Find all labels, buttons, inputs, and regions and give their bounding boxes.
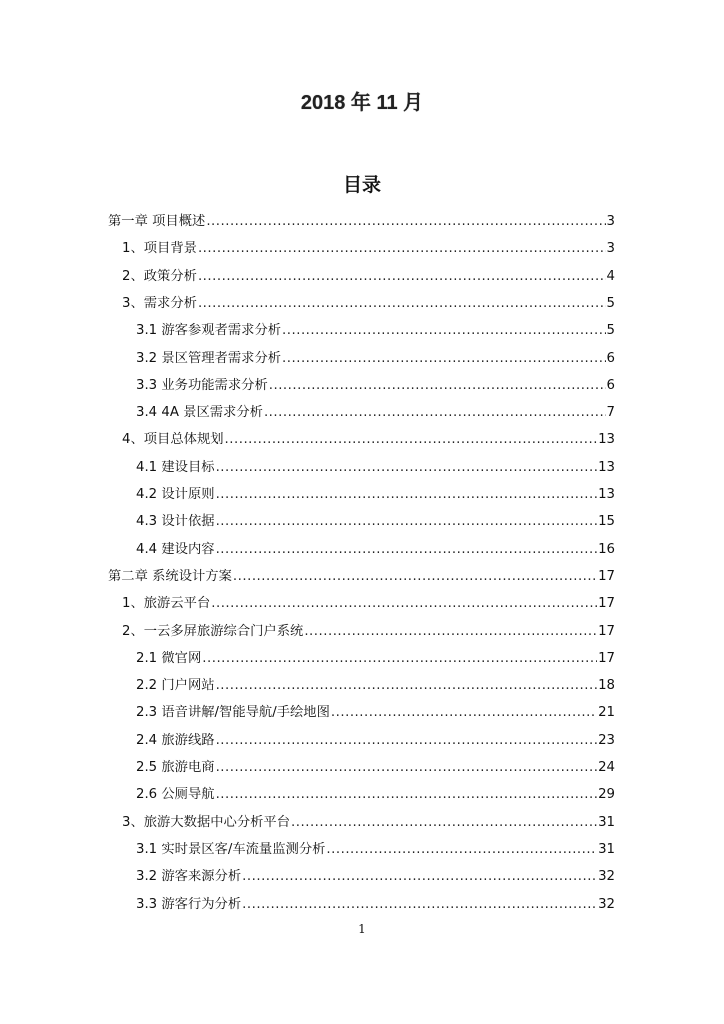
- document-date: 2018 年 11 月: [300, 92, 424, 114]
- toc-entry-page: 3: [606, 214, 615, 229]
- toc-entry-page: 18: [598, 678, 615, 694]
- toc-entry-page: 23: [598, 732, 615, 748]
- toc-entry[interactable]: [122, 618, 615, 645]
- toc-entry[interactable]: [136, 754, 615, 781]
- toc-entry-label: 2、一云多屏旅游综合门户系统: [122, 623, 304, 639]
- toc-entry[interactable]: [122, 235, 615, 262]
- toc-entry[interactable]: [136, 727, 615, 754]
- toc-dot-leader: [264, 399, 606, 426]
- toc-entry-label: 4、项目总体规划: [122, 432, 224, 448]
- toc-dot-leader: [282, 345, 605, 372]
- toc-dot-leader: [216, 672, 598, 699]
- toc-entry-page: 3: [606, 241, 615, 257]
- toc-entry-label: 2、政策分析: [122, 268, 197, 284]
- toc-dot-leader: [216, 536, 598, 563]
- toc-entry-page: 15: [598, 514, 615, 530]
- toc-entry[interactable]: [122, 809, 615, 836]
- toc-dot-leader: [206, 208, 605, 235]
- toc-entry-page: 32: [598, 869, 615, 885]
- toc-entry[interactable]: [136, 836, 615, 863]
- toc-entry-label: 3、旅游大数据中心分析平台: [122, 814, 291, 830]
- toc-entry[interactable]: [122, 426, 615, 453]
- toc-dot-leader: [326, 836, 597, 863]
- toc-entry-page: 17: [598, 596, 615, 612]
- toc-entry-label: 2.2 门户网站: [136, 678, 215, 694]
- toc-entry[interactable]: [136, 781, 615, 808]
- toc-entry-page: 4: [606, 268, 615, 284]
- toc-entry-page: 17: [598, 568, 615, 584]
- toc-dot-leader: [198, 290, 606, 317]
- toc-dot-leader: [304, 618, 597, 645]
- toc-entry[interactable]: [136, 508, 615, 535]
- toc-entry-page: 17: [598, 650, 615, 666]
- toc-entry[interactable]: [136, 672, 615, 699]
- toc-dot-leader: [216, 754, 598, 781]
- toc-dot-leader: [198, 235, 606, 262]
- toc-entry-page: 29: [598, 787, 615, 803]
- toc-dot-leader: [202, 645, 597, 672]
- toc-entry-label: 3、需求分析: [122, 295, 197, 311]
- toc-entry-label: 1、旅游云平台: [122, 596, 211, 612]
- toc-dot-leader: [291, 809, 597, 836]
- toc-dot-leader: [242, 891, 597, 918]
- toc-entry-label: 4.4 建设内容: [136, 541, 215, 557]
- toc-dot-leader: [216, 454, 598, 481]
- toc-entry[interactable]: [136, 645, 615, 672]
- toc-entry-label: 4.1 建设目标: [136, 459, 215, 475]
- toc-entry[interactable]: [136, 891, 615, 918]
- toc-entry[interactable]: [136, 399, 615, 426]
- toc-dot-leader: [216, 508, 598, 535]
- toc-entry-page: 16: [598, 541, 615, 557]
- toc-entry-page: 31: [598, 814, 615, 830]
- toc-entry[interactable]: [136, 699, 615, 726]
- toc-entry-label: 3.1 游客参观者需求分析: [136, 323, 282, 339]
- toc-entry-page: 24: [598, 760, 615, 775]
- toc-entry-page: 13: [598, 459, 615, 475]
- toc-dot-leader: [216, 781, 598, 808]
- toc-dot-leader: [216, 481, 598, 508]
- toc-entry-label: 4.2 设计原则: [136, 487, 215, 502]
- toc-entry-label: 2.4 旅游线路: [136, 732, 215, 748]
- toc-entry-label: 第一章 项目概述: [108, 214, 206, 229]
- toc-title: 目录: [342, 174, 381, 196]
- toc-entry[interactable]: [122, 290, 615, 317]
- toc-entry[interactable]: [136, 481, 615, 508]
- toc-entry-page: 7: [606, 405, 615, 421]
- page-number: 1: [358, 922, 366, 936]
- toc-entry[interactable]: [122, 263, 615, 290]
- toc-entry-page: 17: [598, 623, 615, 639]
- toc-entry-page: 6: [606, 350, 615, 366]
- toc-entry[interactable]: [108, 208, 615, 235]
- toc-dot-leader: [233, 563, 597, 590]
- toc-entry-label: 1、项目背景: [122, 241, 197, 257]
- toc-entry-label: 3.2 景区管理者需求分析: [136, 350, 282, 366]
- toc-dot-leader: [242, 863, 597, 890]
- toc-entry-page: 31: [598, 841, 615, 857]
- toc-entry-page: 13: [598, 487, 615, 502]
- toc-entry-label: 2.6 公厕导航: [136, 787, 215, 803]
- toc-dot-leader: [282, 317, 605, 344]
- toc-dot-leader: [198, 263, 606, 290]
- toc-entry[interactable]: [136, 317, 615, 344]
- toc-entry[interactable]: [136, 345, 615, 372]
- toc-entry[interactable]: [108, 563, 615, 590]
- toc-dot-leader: [331, 699, 597, 726]
- toc-entry[interactable]: [136, 536, 615, 563]
- toc-dot-leader: [225, 426, 598, 453]
- toc-entry[interactable]: [136, 863, 615, 890]
- toc-entry-page: 5: [606, 295, 615, 311]
- toc-entry-label: 第二章 系统设计方案: [108, 568, 232, 584]
- toc-entry-label: 3.3 业务功能需求分析: [136, 377, 268, 393]
- toc-entry-label: 2.3 语音讲解/智能导航/手绘地图: [136, 705, 330, 721]
- toc-entry-label: 2.1 微官网: [136, 650, 202, 666]
- toc-dot-leader: [211, 590, 597, 617]
- toc-entry-page: 21: [598, 705, 615, 721]
- toc-entry-label: 2.5 旅游电商: [136, 760, 215, 775]
- toc-entry[interactable]: [136, 454, 615, 481]
- toc-entry-page: 5: [606, 323, 615, 339]
- toc-entry-label: 3.3 游客行为分析: [136, 896, 242, 912]
- toc-entry-label: 3.4 4A 景区需求分析: [136, 405, 263, 421]
- toc-entry-page: 13: [598, 432, 615, 448]
- toc-entry-page: 32: [598, 896, 615, 912]
- toc-entry-page: 6: [606, 377, 615, 393]
- toc-dot-leader: [269, 372, 606, 399]
- toc-entry[interactable]: [122, 590, 615, 617]
- toc-entry[interactable]: [136, 372, 615, 399]
- toc-entry-label: 3.2 游客来源分析: [136, 869, 242, 885]
- toc-entry-label: 3.1 实时景区客/车流量监测分析: [136, 841, 326, 857]
- toc-entry-label: 4.3 设计依据: [136, 514, 215, 530]
- toc-dot-leader: [216, 727, 598, 754]
